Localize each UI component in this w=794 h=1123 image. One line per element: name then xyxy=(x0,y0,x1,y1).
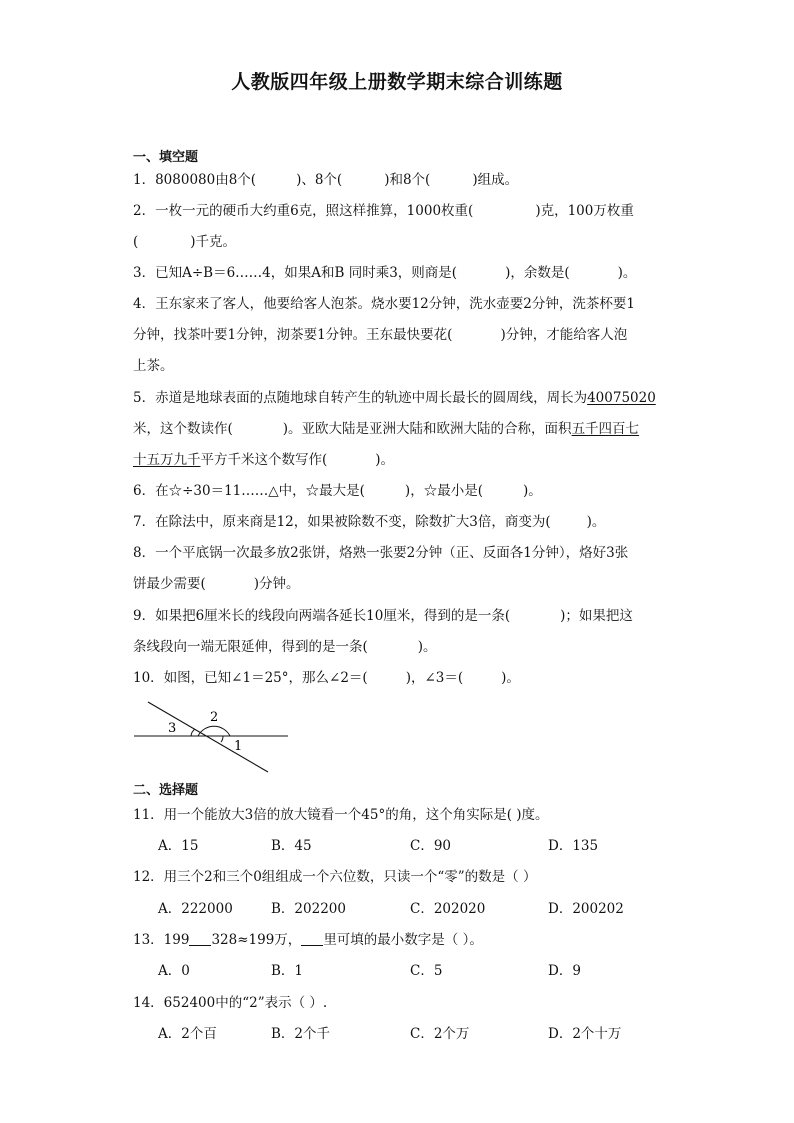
question-5-cont: 米，这个数读作( )。亚欧大陆是亚洲大陆和欧洲大陆的合称，面积五千四百七 xyxy=(133,421,640,437)
q11-option-d[interactable]: D．135 xyxy=(548,838,599,854)
question-9: 9．如果把6厘米长的线段向两端各延长10厘米，得到的是一条( )；如果把这 xyxy=(133,608,633,624)
q12-option-c[interactable]: C．202020 xyxy=(410,901,486,917)
q12-option-d[interactable]: D．200202 xyxy=(548,901,624,917)
q11-option-c[interactable]: C．90 xyxy=(410,838,452,854)
section-choice-heading: 二、选择题 xyxy=(133,783,199,798)
question-4-cont: 分钟，找茶叶要1分钟，沏茶要1分钟。王东最快要花( )分钟，才能给客人泡 xyxy=(133,327,628,343)
question-2: 2．一枚一元的硬币大约重6克，照这样推算，1000枚重( )克，100万枚重 xyxy=(133,203,634,219)
question-8-cont: 饼最少需要( )分钟。 xyxy=(133,576,300,592)
question-10: 10．如图，已知∠1＝25°，那么∠2＝( )，∠3＝( )。 xyxy=(133,670,520,686)
angle-2-label: 2 xyxy=(210,710,219,725)
question-7: 7．在除法中，原来商是12，如果被除数不变，除数扩大3倍，商变为( )。 xyxy=(133,514,606,530)
question-3: 3．已知A÷B＝6……4，如果A和B 同时乘3，则商是( )，余数是( )。 xyxy=(133,265,637,281)
q14-option-b[interactable]: B．2个千 xyxy=(271,1026,331,1042)
question-8: 8．一个平底锅一次最多放2张饼，烙熟一张要2分钟（正、反面各1分钟），烙好3张 xyxy=(133,545,629,561)
question-5: 5．赤道是地球表面的点随地球自转产生的轨迹中周长最长的圆周线，周长为40075020 xyxy=(133,390,656,406)
question-9-cont: 条线段向一端无限延伸，得到的是一条( )。 xyxy=(133,639,437,655)
question-6: 6．在☆÷30＝11……△中，☆最大是( )，☆最小是( )。 xyxy=(133,483,542,499)
q12-option-a[interactable]: A．222000 xyxy=(158,901,233,917)
q12-option-b[interactable]: B．202200 xyxy=(271,901,346,917)
q14-option-d[interactable]: D．2个十万 xyxy=(548,1026,622,1042)
question-5-cont2: 十五万九千平方千米这个数写作( )。 xyxy=(133,452,395,468)
blank-line xyxy=(301,932,323,946)
q14-option-c[interactable]: C．2个万 xyxy=(410,1026,470,1042)
angle-1-arc xyxy=(221,736,223,742)
angle-1-label: 1 xyxy=(234,739,243,754)
section-fill-in-heading: 一、填空题 xyxy=(133,150,199,165)
q13-option-c[interactable]: C．5 xyxy=(410,963,443,979)
question-2-cont: ( )千克。 xyxy=(133,234,237,250)
q13-option-b[interactable]: B．1 xyxy=(271,963,304,979)
angle-3-label: 3 xyxy=(168,721,177,736)
q11-option-a[interactable]: A．15 xyxy=(158,838,199,854)
q14-option-a[interactable]: A．2个百 xyxy=(158,1026,217,1042)
blank-line xyxy=(189,932,211,946)
question-13: 13．199 328≈199万， 里可填的最小数字是（ ）。 xyxy=(133,932,483,948)
question-4-cont2: 上茶。 xyxy=(133,358,174,374)
slanted-line xyxy=(148,702,268,772)
q13-option-a[interactable]: A．0 xyxy=(158,963,190,979)
q13-option-d[interactable]: D．9 xyxy=(548,963,581,979)
question-11: 11．用一个能放大3倍的放大镜看一个45°的角，这个角实际是( )度。 xyxy=(133,807,549,823)
question-12: 12．用三个2和三个0组组成一个六位数，只读一个“零”的数是（ ） xyxy=(133,869,537,885)
question-1: 1．8080080由8个( )、8个( )和8个( )组成。 xyxy=(133,172,519,188)
page-title: 人教版四年级上册数学期末综合训练题 xyxy=(231,71,563,93)
q11-option-b[interactable]: B．45 xyxy=(271,838,312,854)
angle-3-arc xyxy=(191,729,195,736)
question-4: 4．王东家来了客人，他要给客人泡茶。烧水要12分钟，洗水壶要2分钟，洗茶杯要1 xyxy=(133,296,635,312)
question-14: 14．652400中的“2”表示（ ）. xyxy=(133,995,328,1011)
angle-figure xyxy=(130,696,300,776)
